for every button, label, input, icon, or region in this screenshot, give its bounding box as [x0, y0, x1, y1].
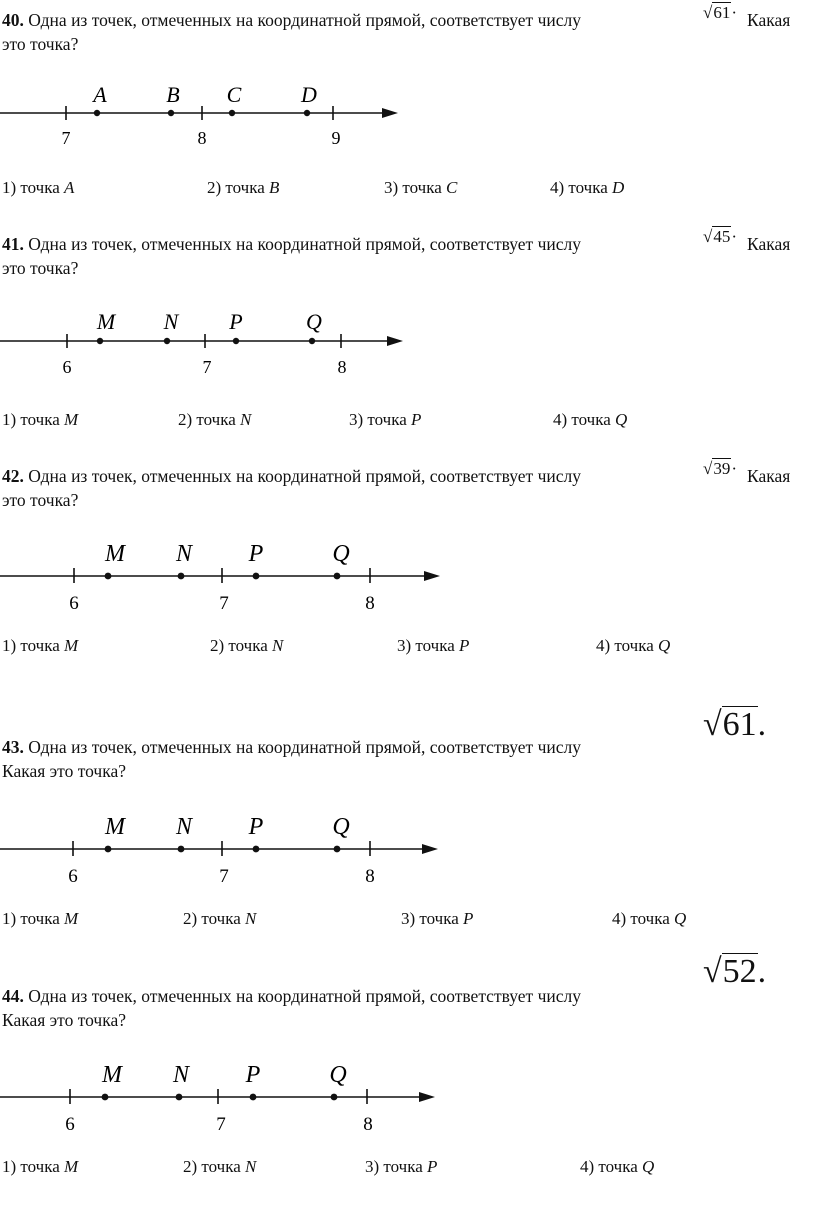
- tick-label: 7: [202, 357, 212, 377]
- option-letter: M: [64, 909, 79, 928]
- answer-option-1[interactable]: 1) точка A: [2, 178, 75, 197]
- point-label: N: [172, 1062, 190, 1088]
- point-marker: [102, 1094, 109, 1101]
- answer-option-4[interactable]: 4) точка Q: [580, 1157, 655, 1176]
- answer-option-3[interactable]: 3) точка P: [397, 636, 470, 655]
- question-tail: Какая: [747, 234, 791, 254]
- option-letter: P: [459, 636, 470, 655]
- radicand: 39: [713, 459, 731, 478]
- point-marker: [176, 1094, 183, 1101]
- option-letter: N: [245, 909, 257, 928]
- point-label: P: [229, 309, 243, 334]
- sqrt-suffix: .: [757, 706, 767, 743]
- radicand: 45: [713, 227, 731, 246]
- question-line2: это точка?: [2, 258, 79, 278]
- answer-option-2[interactable]: 2) точка N: [178, 410, 252, 429]
- tick-label: 7: [219, 593, 229, 614]
- answer-option-4[interactable]: 4) точка Q: [553, 410, 628, 429]
- radicand: 61: [722, 706, 757, 743]
- radical-sign: √: [703, 706, 722, 743]
- option-letter: Q: [658, 636, 671, 655]
- point-label: D: [301, 82, 317, 107]
- tick-label: 9: [331, 128, 341, 148]
- sqrt-suffix: .: [757, 953, 767, 990]
- question-line2: Какая это точка?: [2, 1010, 126, 1030]
- problem-statement: Одна из точек, отмеченных на координатной прямой, соответствует числу: [28, 234, 581, 254]
- problem-statement: Одна из точек, отмеченных на координатной прямой, соответствует числу: [28, 986, 581, 1006]
- tick-label: 6: [68, 866, 78, 887]
- option-letter: P: [463, 909, 474, 928]
- answer-option-2[interactable]: 2) точка N: [183, 909, 257, 928]
- point-label: Q: [306, 309, 322, 334]
- answer-option-1[interactable]: 1) точка M: [2, 909, 79, 928]
- option-letter: N: [245, 1157, 257, 1176]
- point-label: A: [93, 82, 107, 107]
- point-label: M: [96, 309, 116, 334]
- question-line2: это точка?: [2, 34, 79, 54]
- question-tail: Какая: [747, 466, 791, 486]
- problem-statement: Одна из точек, отмеченных на координатной прямой, соответствует числу: [28, 10, 581, 30]
- radical-sign: √: [703, 3, 713, 22]
- point-label: Q: [332, 541, 350, 567]
- answer-option-1[interactable]: 1) точка M: [2, 636, 79, 655]
- point-label: N: [175, 541, 193, 567]
- tick-label: 8: [365, 593, 375, 614]
- problem-text: [2, 984, 581, 1008]
- tick-label: 7: [219, 866, 229, 887]
- option-letter: M: [64, 1157, 79, 1176]
- answer-option-3[interactable]: 3) точка P: [365, 1157, 438, 1176]
- point-label: P: [248, 814, 264, 840]
- sqrt-suffix: ·: [731, 459, 738, 478]
- tick-label: 7: [216, 1114, 226, 1135]
- point-label: C: [226, 82, 242, 107]
- answer-option-4[interactable]: 4) точка D: [550, 178, 625, 197]
- answer-option-3[interactable]: 3) точка P: [401, 909, 474, 928]
- tick-label: 8: [363, 1114, 373, 1135]
- answer-option-4[interactable]: 4) точка Q: [612, 909, 687, 928]
- option-letter: A: [64, 178, 75, 197]
- point-marker: [250, 1094, 257, 1101]
- sqrt-suffix: ·: [731, 3, 738, 22]
- problem-number: 44.: [2, 986, 24, 1006]
- tick-label: 8: [365, 866, 375, 887]
- option-letter: N: [272, 636, 284, 655]
- problem-number: 43.: [2, 737, 24, 757]
- point-label: P: [248, 541, 264, 567]
- axis-arrowhead: [419, 1092, 435, 1102]
- option-letter: D: [612, 178, 625, 197]
- question-line2: это точка?: [2, 490, 79, 510]
- problem-statement: Одна из точек, отмеченных на координатной прямой, соответствует числу: [28, 466, 581, 486]
- problem-number: 41.: [2, 234, 24, 254]
- answer-option-2[interactable]: 2) точка B: [207, 178, 280, 197]
- tick-label: 6: [65, 1114, 75, 1135]
- question-line2: Какая это точка?: [2, 761, 126, 781]
- option-letter: Q: [674, 909, 687, 928]
- point-label: N: [163, 309, 179, 334]
- option-letter: P: [427, 1157, 438, 1176]
- problem-number: 42.: [2, 466, 24, 486]
- point-label: N: [175, 814, 193, 840]
- point-label: Q: [332, 814, 350, 840]
- answer-option-1[interactable]: 1) точка M: [2, 410, 79, 429]
- problem-number: 40.: [2, 10, 24, 30]
- answer-option-1[interactable]: 1) точка M: [2, 1157, 79, 1176]
- radical-sign: √: [703, 459, 713, 478]
- answer-option-3[interactable]: 3) точка C: [384, 178, 458, 197]
- point-label: P: [245, 1062, 261, 1088]
- radicand: 61: [713, 3, 731, 22]
- option-letter: N: [240, 410, 252, 429]
- tick-label: 8: [337, 357, 347, 377]
- tick-label: 6: [69, 593, 79, 614]
- point-label: M: [105, 541, 125, 567]
- option-letter: C: [446, 178, 458, 197]
- answer-option-2[interactable]: 2) точка N: [183, 1157, 257, 1176]
- point-label: B: [166, 82, 180, 107]
- point-label: M: [102, 1062, 122, 1088]
- sqrt-expression: [703, 953, 766, 990]
- question-tail: Какая: [747, 10, 791, 30]
- radical-sign: √: [703, 953, 722, 990]
- answer-option-2[interactable]: 2) точка N: [210, 636, 284, 655]
- option-letter: Q: [642, 1157, 655, 1176]
- point-label: M: [105, 814, 125, 840]
- radicand: 52: [722, 953, 757, 990]
- option-letter: Q: [615, 410, 628, 429]
- radical-sign: √: [703, 227, 713, 246]
- option-letter: B: [269, 178, 280, 197]
- option-letter: P: [411, 410, 422, 429]
- number-line: [0, 1056, 450, 1136]
- problem-statement: Одна из точек, отмеченных на координатной прямой, соответствует числу: [28, 737, 581, 757]
- option-letter: M: [64, 410, 79, 429]
- tick-label: 8: [197, 128, 207, 148]
- answer-option-4[interactable]: 4) точка Q: [596, 636, 671, 655]
- answer-option-3[interactable]: 3) точка P: [349, 410, 422, 429]
- point-label: Q: [329, 1062, 347, 1088]
- point-marker: [331, 1094, 338, 1101]
- sqrt-suffix: ·: [731, 227, 738, 246]
- option-letter: M: [64, 636, 79, 655]
- tick-label: 6: [62, 357, 72, 377]
- tick-label: 7: [61, 128, 71, 148]
